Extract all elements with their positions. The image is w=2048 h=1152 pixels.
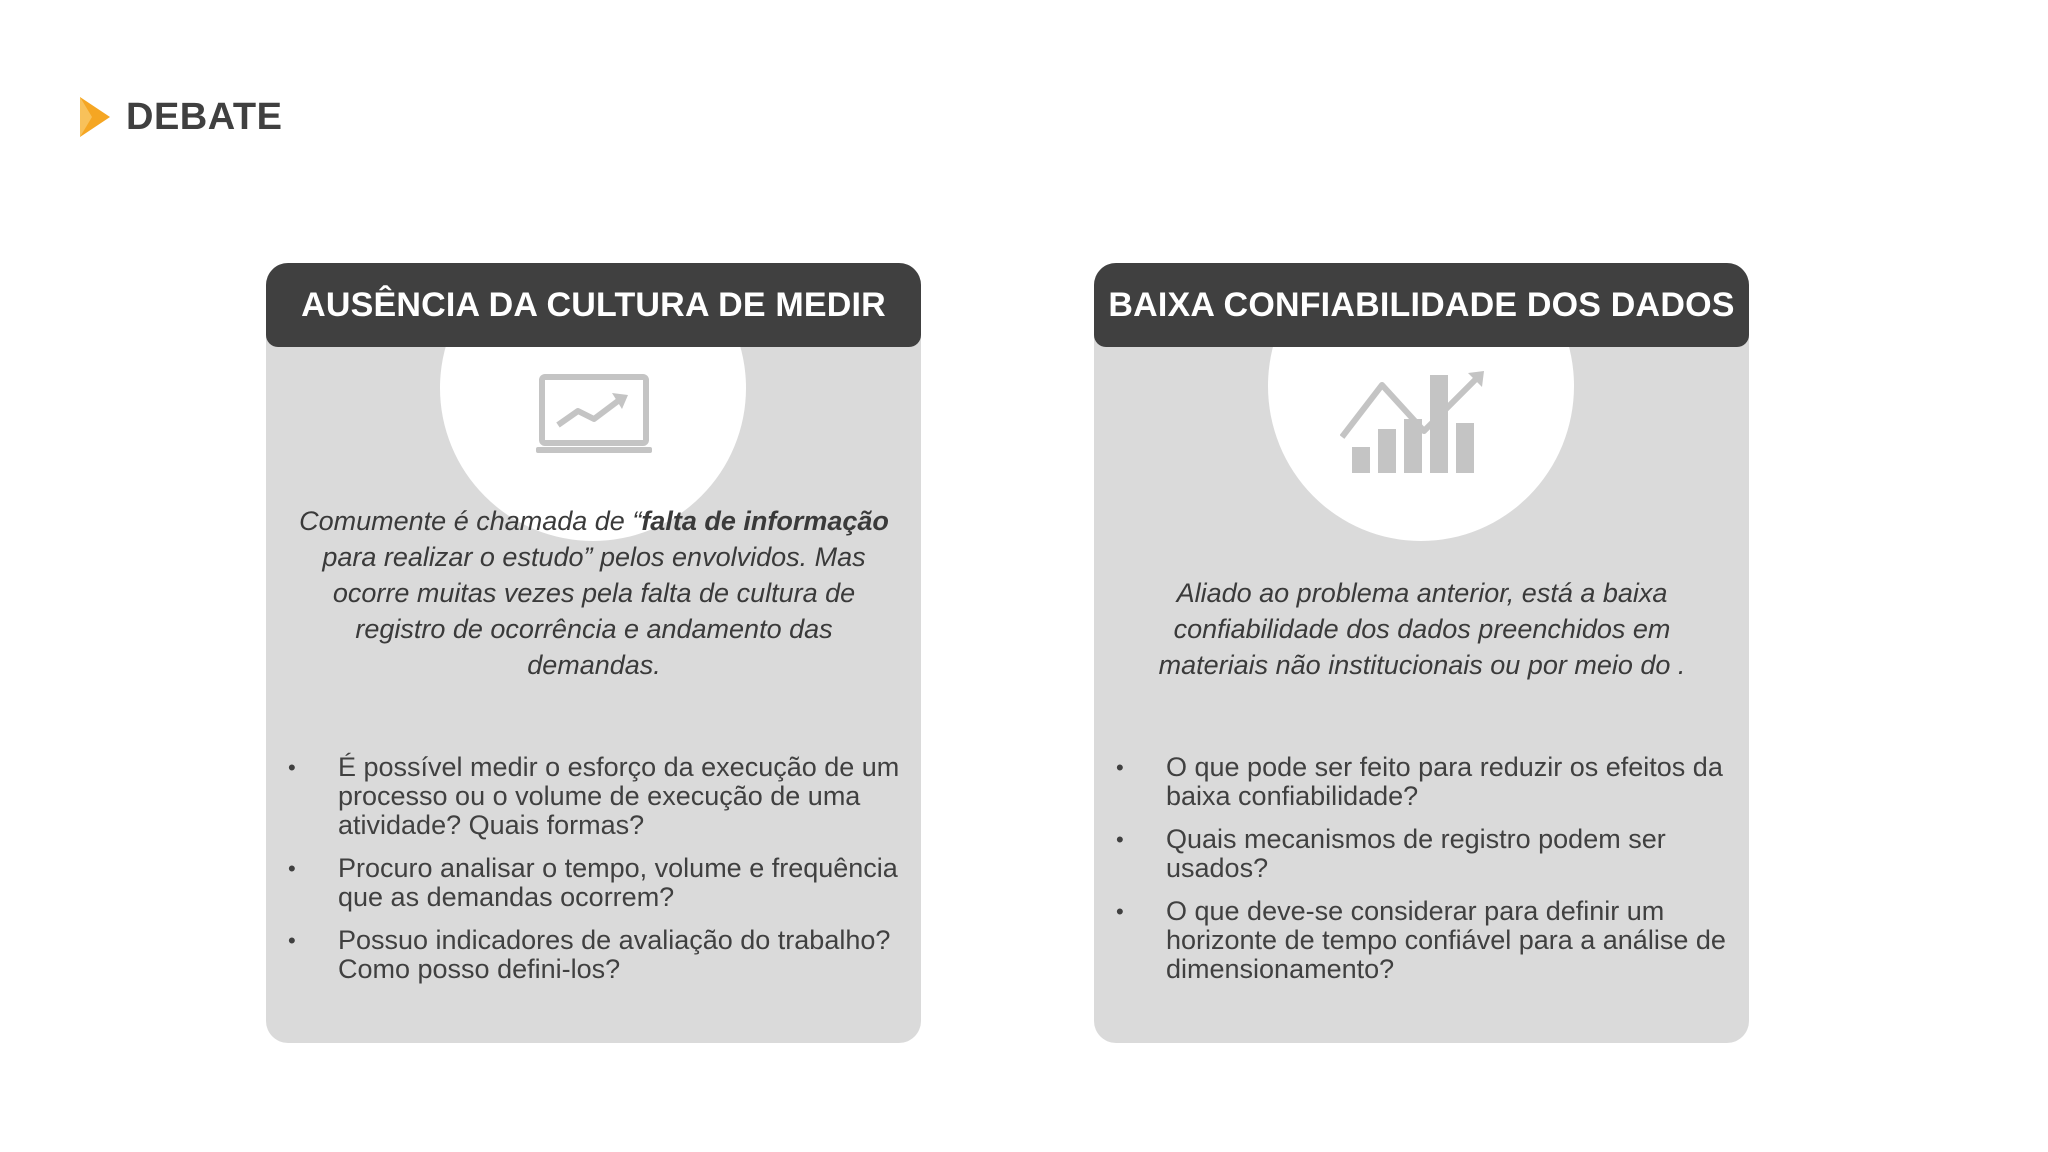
growth-bar-chart-icon [1340, 371, 1486, 473]
question-list [1094, 753, 1734, 998]
list-item: • É possível medir o esforço da execução de um processo ou o volume de execução de uma atividade? Quais formas? [288, 752, 900, 840]
card-description: Aliado ao problema anterior, está a baixa confiabilidade dos dados preenchidos em materiais não institucionais ou por meio do . [1158, 578, 1686, 680]
list-item: • O que pode ser feito para reduzir os efeitos da baixa confiabilidade? [1116, 752, 1723, 811]
list-item: • Procuro analisar o tempo, volume e frequência que as demandas ocorrem? [288, 853, 898, 912]
description-lead: Comumente é chamada de “ [299, 506, 642, 536]
section-title: DEBATE [126, 95, 283, 138]
question-list [266, 753, 906, 998]
bullet-icon: • [288, 755, 296, 780]
play-arrow-icon [78, 95, 112, 139]
bullet-icon: • [288, 928, 296, 953]
bullet-icon: • [1116, 827, 1124, 852]
list-item: • Possuo indicadores de avaliação do trabalho? Como posso defini-los? [288, 925, 891, 984]
list-item: • Quais mecanismos de registro podem ser usados? [1116, 824, 1666, 883]
card-title: AUSÊNCIA DA CULTURA DE MEDIR [266, 263, 921, 347]
section-header [78, 94, 282, 140]
laptop-chart-icon [536, 373, 652, 457]
description-rest: para realizar o estudo” pelos envolvidos. Mas ocorre muitas vezes pela falta de cultura de registro de ocorrência e andamento das demandas. [322, 542, 866, 680]
bullet-icon: • [288, 856, 296, 881]
description-emphasis: falta de informação [641, 506, 889, 536]
bullet-icon: • [1116, 755, 1124, 780]
list-item: • O que deve-se considerar para definir um horizonte de tempo confiável para a análise de dimensionamento? [1116, 896, 1726, 984]
card-data-reliability [1094, 263, 1749, 1043]
bullet-icon: • [1116, 899, 1124, 924]
card-title: BAIXA CONFIABILIDADE DOS DADOS [1094, 263, 1749, 347]
card-description [294, 503, 894, 683]
card-culture-of-measuring [266, 263, 921, 1043]
